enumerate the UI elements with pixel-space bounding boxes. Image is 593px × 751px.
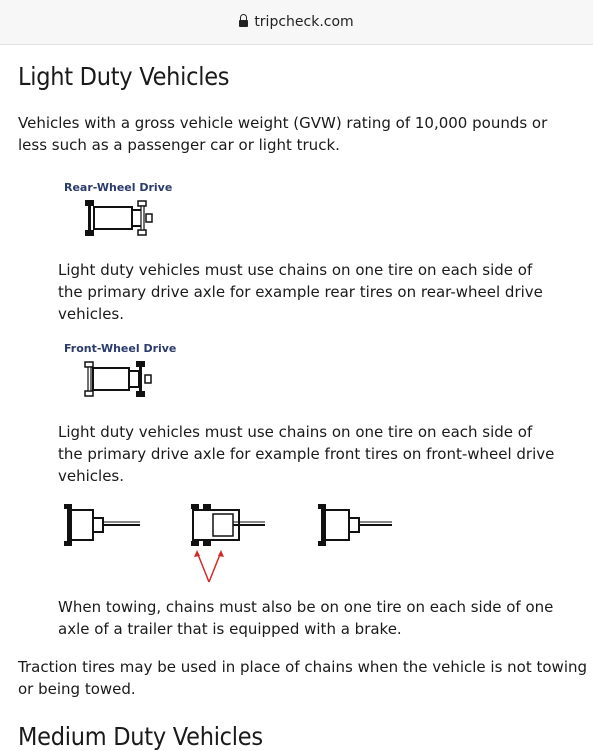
fwd-description: Light duty vehicles must use chains on one tire on each side of the primary drive axle for example front tires on front-wheel drive vehicles. — [58, 423, 555, 485]
towing-description: When towing, chains must also be on one tire on each side of one axle of a trailer that is equipped with a brake. — [58, 598, 554, 638]
rwd-caption: Rear-Wheel Drive — [64, 181, 173, 194]
address-bar[interactable] — [0, 0, 593, 45]
rwd-vehicle-diagram — [80, 198, 160, 238]
light-duty-intro: Vehicles with a gross vehicle weight (GVW) rating of 10,000 pounds or less such as a passenger car or light truck. — [18, 114, 548, 154]
tow-vehicle-diagram-2 — [185, 500, 275, 586]
tow-vehicle-diagram-3 — [312, 500, 402, 550]
fwd-caption: Front-Wheel Drive — [64, 342, 177, 355]
url-domain[interactable]: tripcheck.com — [254, 14, 354, 30]
traction-tires-note: Traction tires may be used in place of chains when the vehicle is not towing or being towed. — [18, 658, 588, 698]
fwd-vehicle-diagram — [80, 359, 160, 399]
tow-vehicle-diagram-1 — [58, 500, 148, 550]
lock-icon — [239, 18, 248, 29]
rwd-description: Light duty vehicles must use chains on one tire on each side of the primary drive axle for example rear tires on rear-wheel drive vehicles. — [58, 261, 543, 323]
heading-light-duty: Light Duty Vehicles — [18, 62, 230, 91]
heading-medium-duty: Medium Duty Vehicles — [18, 722, 263, 751]
